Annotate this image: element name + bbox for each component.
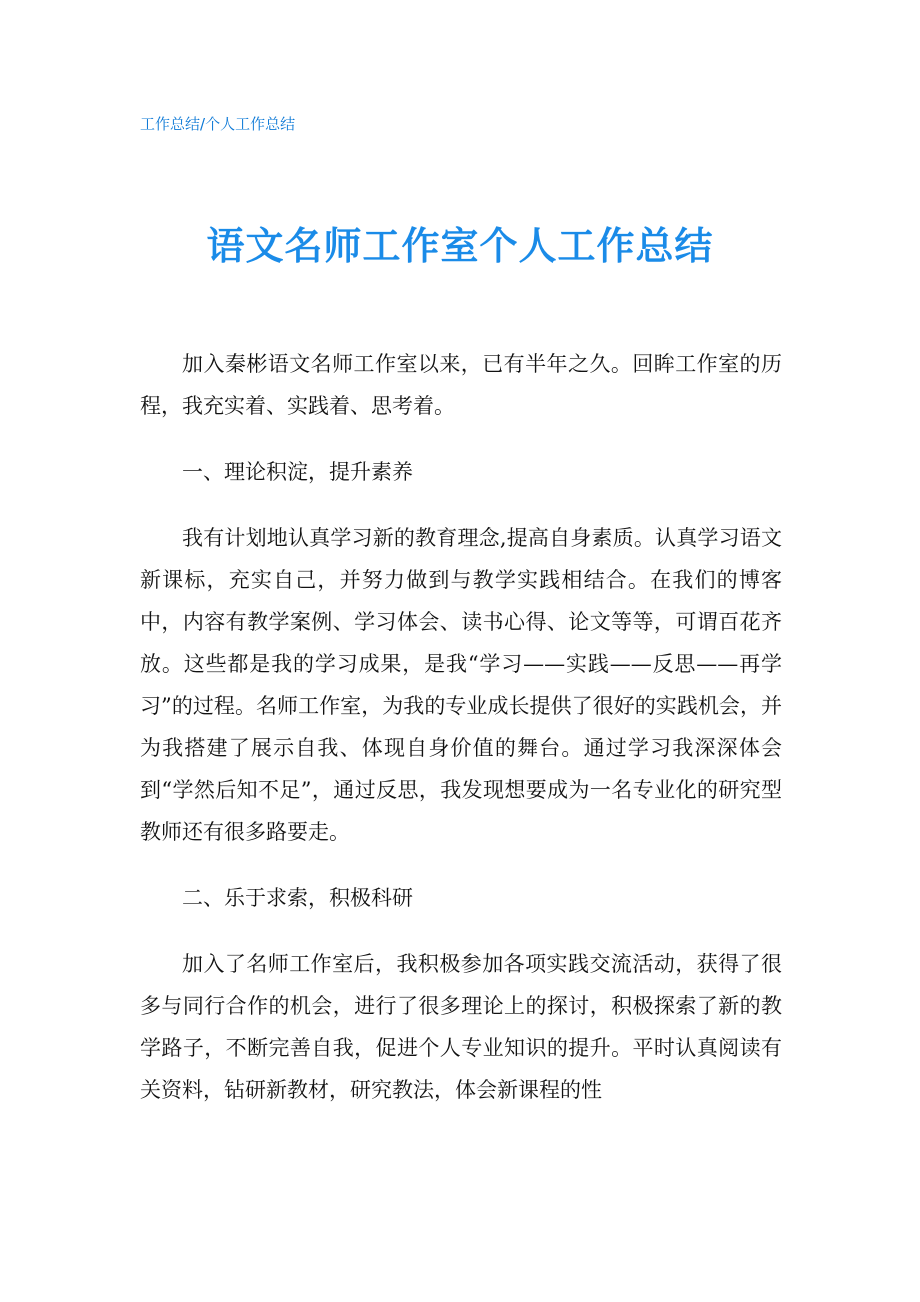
- section-heading-2: 二、乐于求索，积极科研: [182, 886, 413, 910]
- intro-paragraph: 加入秦彬语文名师工作室以来，已有半年之久。回眸工作室的历程，我充实着、实践着、思考着。: [140, 352, 782, 418]
- page-title: 语文名师工作室个人工作总结: [206, 224, 714, 268]
- section-paragraph-1: 我有计划地认真学习新的教育理念,提高自身素质。认真学习语文新课标，充实自己，并努力做到与教学实践相结合。在我们的博客中，内容有教学案例、学习体会、读书心得、论文等等，可谓百花齐放。这些都是我的学习成果，是我“学习——实践——反思——再学习”的过程。名师工作室，为我的专业成长提供了很好的实践机会，并为我搭建了展示自我、体现自身价值的舞台。通过学习我深深体会到“学然后知不足”，通过反思，我发现想要成为一名专业化的研究型教师还有很多路要走。: [140, 526, 782, 844]
- breadcrumb-link-category[interactable]: 工作总结: [140, 115, 201, 133]
- breadcrumb-separator: /: [200, 115, 206, 133]
- article-body: [140, 343, 782, 1135]
- breadcrumb: [140, 113, 295, 135]
- breadcrumb-link-subcategory[interactable]: 个人工作总结: [205, 115, 296, 133]
- section-heading-1: 一、理论积淀，提升素养: [182, 460, 413, 484]
- section-paragraph-2: 加入了名师工作室后，我积极参加各项实践交流活动，获得了很多与同行合作的机会，进行了很多理论上的探讨，积极探索了新的教学路子，不断完善自我，促进个人专业知识的提升。平时认真阅读有关资料，钻研新教材，研究教法，体会新课程的性: [140, 952, 782, 1102]
